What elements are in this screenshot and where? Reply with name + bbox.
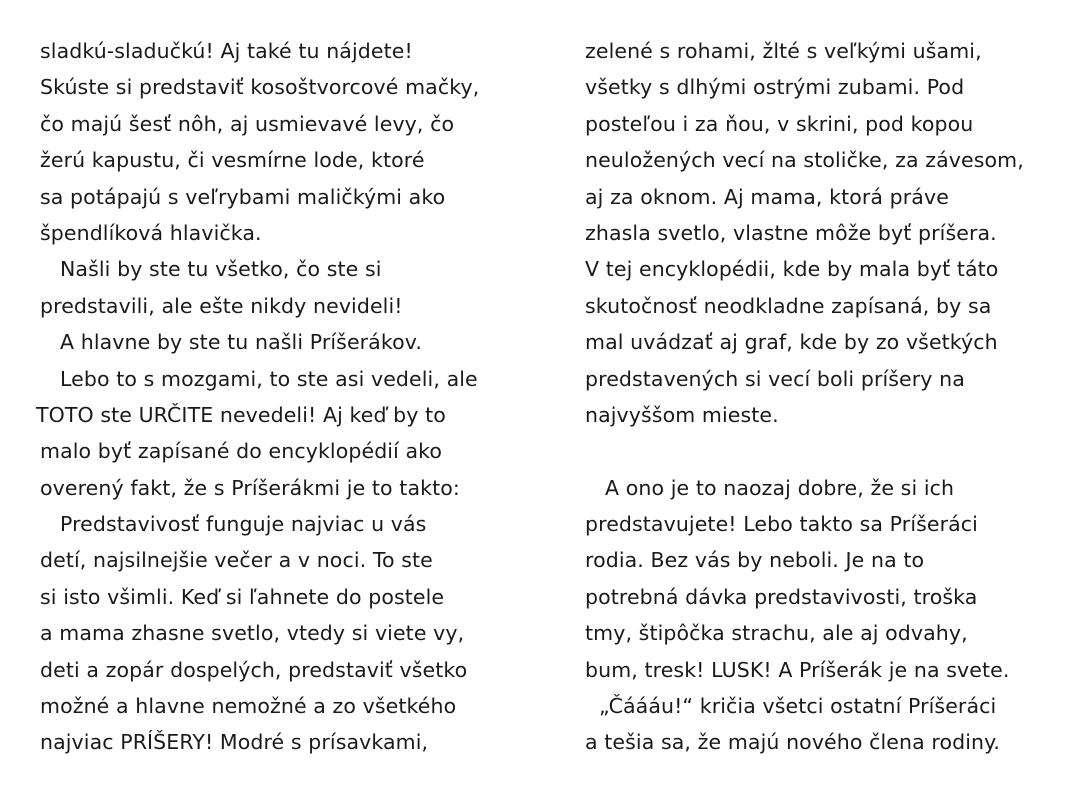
- text-line: detí, najsilnejšie večer a v noci. To ste: [40, 548, 433, 573]
- paragraph-start-line: „Čáááu!“ kričia všetci ostatní Príšeráci: [599, 694, 997, 719]
- text-line: posteľou i za ňou, v skrini, pod kopou: [585, 111, 974, 136]
- text-line: a mama zhasne svetlo, vtedy si viete vy,: [40, 621, 465, 646]
- text-line: si isto všimli. Keď si ľahnete do postele: [40, 584, 445, 609]
- text-line: možné a hlavne nemožné a zo všetkého: [40, 694, 457, 719]
- text-line: zhasla svetlo, vlastne môže byť príšera.: [585, 220, 997, 245]
- text-line: Skúste si predstaviť kosoštvorcové mačky,: [40, 75, 480, 100]
- text-line: overený fakt, že s Príšerákmi je to takto:: [40, 475, 460, 500]
- text-line: mal uvádzať aj graf, kde by zo všetkých: [585, 330, 998, 355]
- text-line: neuložených vecí na stoličke, za závesom,: [585, 148, 1024, 173]
- text-line: sa potápajú s veľrybami maličkými ako: [40, 184, 446, 209]
- paragraph-start-line: Lebo to s mozgami, to ste asi vedeli, ale: [60, 366, 478, 391]
- paragraph-gap: [585, 433, 1055, 469]
- paragraph-start-line: A hlavne by ste tu našli Príšerákov.: [60, 330, 422, 355]
- text-line: TOTO ste URČITE nevedeli! Aj keď by to: [36, 402, 446, 427]
- text-line: čo majú šesť nôh, aj usmievavé levy, čo: [40, 111, 455, 136]
- text-line: predstavujete! Lebo takto sa Príšeráci: [585, 512, 978, 537]
- text-line: bum, tresk! LUSK! A Príšerák je na svete.: [585, 657, 1010, 682]
- text-line: tmy, štipôčka strachu, ale aj odvahy,: [585, 621, 968, 646]
- text-line: deti a zopár dospelých, predstaviť všetko: [40, 657, 468, 682]
- right-page-text: [585, 33, 1055, 761]
- text-line: všetky s dlhými ostrými zubami. Pod: [585, 75, 965, 100]
- text-line: sladkú-sladučkú! Aj také tu nájdete!: [40, 39, 413, 63]
- text-line: V tej encyklopédii, kde by mala byť táto: [585, 257, 999, 282]
- paragraph-start-line: Predstavivosť funguje najviac u vás: [60, 512, 427, 537]
- text-line: žerú kapustu, či vesmírne lode, ktoré: [40, 148, 425, 173]
- text-line: skutočnosť neodkladne zapísaná, by sa: [585, 293, 992, 318]
- text-line: rodia. Bez vás by neboli. Je na to: [585, 548, 925, 573]
- paragraph-start-line: Našli by ste tu všetko, čo ste si: [60, 257, 382, 282]
- text-line: a tešia sa, že majú nového člena rodiny.: [585, 730, 1001, 755]
- text-line: aj za oknom. Aj mama, ktorá práve: [585, 184, 949, 209]
- text-line: najvyššom mieste.: [585, 402, 779, 427]
- text-line: predstavených si vecí boli príšery na: [585, 366, 965, 391]
- text-line: potrebná dávka predstavivosti, troška: [585, 584, 978, 609]
- text-line: najviac PRÍŠERY! Modré s prísavkami,: [40, 730, 429, 755]
- text-line: špendlíková hlavička.: [40, 220, 262, 245]
- paragraph-start-line: A ono je to naozaj dobre, že si ich: [605, 475, 955, 500]
- text-line: predstavili, ale ešte nikdy nevideli!: [40, 293, 403, 318]
- text-line: malo byť zapísané do encyklopédií ako: [40, 439, 443, 464]
- left-page-text: [36, 33, 540, 761]
- text-line: zelené s rohami, žlté s veľkými ušami,: [585, 39, 982, 63]
